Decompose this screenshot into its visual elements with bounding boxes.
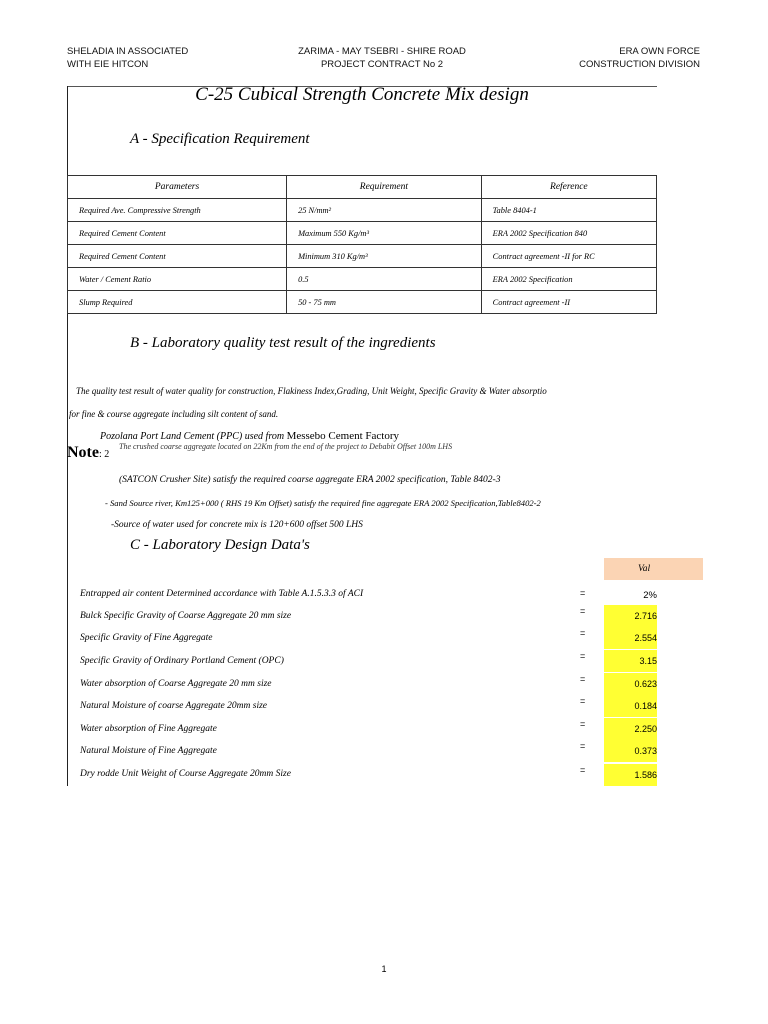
design-row: Bulck Specific Gravity of Coarse Aggregate 20 mm size — [80, 611, 292, 621]
equals-sign: = — [580, 741, 586, 751]
overlap-coarse-source: The crushed coarse aggregate located on 22Km from the end of the project to Debabit Offset 100m LHS — [119, 442, 453, 451]
value-cell — [604, 650, 657, 672]
design-row: Natural Moisture of coarse Aggregate 20mm size — [80, 701, 267, 711]
cell-requirement: 50 - 75 mm — [287, 291, 482, 314]
value-cell — [604, 605, 657, 627]
design-row: Water absorption of Fine Aggregate — [80, 724, 217, 734]
note-label: Note — [67, 444, 99, 461]
header-right-line2: CONSTRUCTION DIVISION — [579, 59, 700, 70]
col-parameters: Parameters — [68, 176, 287, 199]
header-right-line1: ERA OWN FORCE — [619, 46, 700, 57]
design-row: Specific Gravity of Fine Aggregate — [80, 633, 213, 643]
quality-paragraph-line2: for fine & course aggregate including silt content of sand. — [69, 409, 279, 419]
spec-table-header — [68, 176, 657, 199]
value-cell — [604, 673, 657, 695]
value-text: 3.15 — [639, 656, 657, 666]
value-cell — [604, 695, 657, 717]
cement-factory: Messebo Cement Factory — [286, 430, 399, 442]
value-text: 0.184 — [634, 701, 657, 711]
cell-parameter: Slump Required — [68, 291, 287, 314]
table-row — [68, 222, 657, 245]
design-row-air: Entrapped air content Determined accordance with Table A.1.5.3.3 of ACI — [80, 589, 364, 599]
value-header-label: Val — [638, 564, 651, 574]
cell-reference: Table 8404-1 — [481, 199, 656, 222]
value-text: 2.554 — [634, 633, 657, 643]
equals-sign: = — [580, 606, 586, 616]
quality-paragraph-line1: The quality test result of water quality for construction, Flakiness Index,Grading, Unit Weight, Specific Gravity & Water absorptio — [76, 386, 547, 396]
design-row: Dry rodde Unit Weight of Course Aggregate 20mm Size — [80, 769, 291, 779]
equals-sign: = — [580, 651, 586, 661]
header-center — [240, 45, 524, 71]
table-row — [68, 268, 657, 291]
value-cell — [604, 718, 657, 740]
equals-sign: = — [580, 696, 586, 706]
design-row: Natural Moisture of Fine Aggregate — [80, 746, 217, 756]
value-text: 1.586 — [634, 770, 657, 780]
col-reference: Reference — [481, 176, 656, 199]
cell-reference: ERA 2002 Specification 840 — [481, 222, 656, 245]
section-a-heading: A - Specification Requirement — [130, 131, 310, 147]
cell-reference: ERA 2002 Specification — [481, 268, 656, 291]
cement-source-text: Pozolana Port Land Cement (PPC) used from — [100, 431, 285, 442]
header-right — [579, 45, 700, 71]
cell-requirement: 25 N/mm² — [287, 199, 482, 222]
coarse-aggregate-note: (SATCON Crusher Site) satisfy the required coarse aggregate ERA 2002 specification, Table 8402-3 — [119, 475, 501, 485]
equals-sign: = — [580, 588, 586, 598]
cell-parameter: Required Ave. Compressive Strength — [68, 199, 287, 222]
value-column-header — [604, 558, 703, 580]
equals-sign: = — [580, 719, 586, 729]
header-left — [67, 45, 188, 71]
section-c-heading: C - Laboratory Design Data's — [130, 537, 310, 553]
equals-sign: = — [580, 765, 586, 775]
value-cell — [604, 740, 657, 762]
note-suffix: : 2 — [98, 449, 110, 460]
cell-reference: Contract agreement -II — [481, 291, 656, 314]
cell-requirement: 0.5 — [287, 268, 482, 291]
value-text: 0.623 — [634, 679, 657, 689]
page-number: 1 — [381, 964, 387, 974]
header-center-line1: ZARIMA - MAY TSEBRI - SHIRE ROAD — [298, 46, 466, 57]
cell-parameter: Water / Cement Ratio — [68, 268, 287, 291]
cell-parameter: Required Cement Content — [68, 222, 287, 245]
value-text: 2.716 — [634, 611, 657, 621]
design-row: Specific Gravity of Ordinary Portland Cement (OPC) — [80, 656, 284, 666]
page-title: C-25 Cubical Strength Concrete Mix design — [195, 84, 529, 105]
cement-source — [100, 430, 399, 442]
sand-source-note: - Sand Source river, Km125+000 ( RHS 19 Km Offset) satisfy the required fine aggregate ERA 2002 Specification,Table8402-2 — [105, 498, 541, 508]
col-requirement: Requirement — [287, 176, 482, 199]
spec-table-clip — [67, 175, 657, 315]
header-center-line2: PROJECT CONTRACT No 2 — [320, 59, 444, 70]
cell-parameter: Required Cement Content — [68, 245, 287, 268]
equals-sign: = — [580, 674, 586, 684]
header-left-line2: WITH EIE HITCON — [67, 59, 149, 70]
value-text: 2.250 — [634, 724, 657, 734]
table-row — [68, 245, 657, 268]
value-cell — [604, 627, 657, 649]
equals-sign: = — [580, 628, 586, 638]
table-row — [68, 199, 657, 222]
design-row: Water absorption of Coarse Aggregate 20 mm size — [80, 679, 272, 689]
value-cell — [604, 764, 657, 786]
value-text: 0.373 — [634, 746, 657, 756]
cell-reference: Contract agreement -II for RC — [481, 245, 656, 268]
value-air-content: 2% — [643, 590, 657, 601]
section-b-heading: B - Laboratory quality test result of the ingredients — [130, 335, 436, 351]
cell-requirement: Maximum 550 Kg/m³ — [287, 222, 482, 245]
table-row — [68, 291, 657, 314]
note — [67, 444, 109, 462]
water-source-note: -Source of water used for concrete mix is 120+600 offset 500 LHS — [111, 520, 363, 530]
header-left-line1: SHELADIA IN ASSOCIATED — [67, 46, 189, 57]
section-b-body — [67, 380, 657, 540]
cell-requirement: Minimum 310 Kg/m³ — [287, 245, 482, 268]
spec-table — [67, 175, 657, 314]
